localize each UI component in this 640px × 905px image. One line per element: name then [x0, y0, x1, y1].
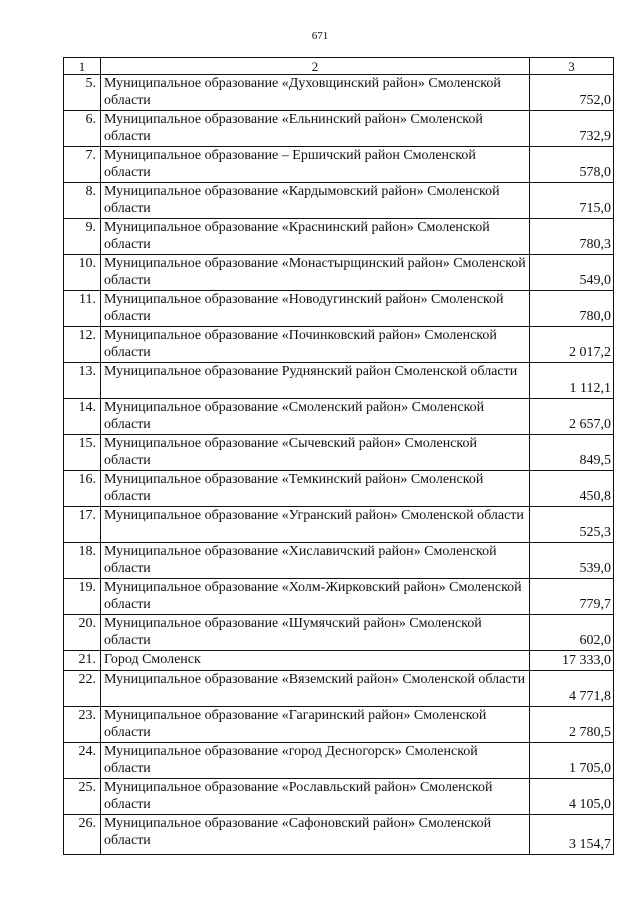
allocation-value: 578,0 [530, 147, 614, 183]
table-body [64, 75, 614, 855]
column-header-number: 1 [64, 58, 101, 75]
municipality-name: Муниципальное образование Руднянский район Смоленской области [101, 363, 530, 399]
allocation-value: 4 771,8 [530, 671, 614, 707]
allocation-value: 2 017,2 [530, 327, 614, 363]
municipality-name: Муниципальное образование «Смоленский район» Смоленской области [101, 399, 530, 435]
allocation-value: 1 705,0 [530, 743, 614, 779]
municipality-name: Муниципальное образование – Ершичский район Смоленской области [101, 147, 530, 183]
allocation-value: 1 112,1 [530, 363, 614, 399]
table-row [64, 815, 614, 855]
municipality-name: Муниципальное образование «Вяземский район» Смоленской области [101, 671, 530, 707]
allocation-value: 780,0 [530, 291, 614, 327]
table-row [64, 743, 614, 779]
municipality-name: Муниципальное образование «Монастырщинский район» Смоленской области [101, 255, 530, 291]
table-row [64, 671, 614, 707]
row-number: 23. [64, 707, 101, 743]
allocation-value: 525,3 [530, 507, 614, 543]
municipal-allocation-table [63, 57, 614, 855]
row-number: 24. [64, 743, 101, 779]
row-number: 6. [64, 111, 101, 147]
municipality-name: Муниципальное образование «Кардымовский район» Смоленской области [101, 183, 530, 219]
allocation-value: 2 657,0 [530, 399, 614, 435]
allocation-value: 715,0 [530, 183, 614, 219]
row-number: 8. [64, 183, 101, 219]
municipality-name: Муниципальное образование «Угранский район» Смоленской области [101, 507, 530, 543]
municipality-name: Муниципальное образование «Сычевский район» Смоленской области [101, 435, 530, 471]
municipality-name: Муниципальное образование «Ельнинский район» Смоленской области [101, 111, 530, 147]
municipality-name: Муниципальное образование «Холм-Жирковский район» Смоленской области [101, 579, 530, 615]
municipality-name: Муниципальное образование «Хиславичский район» Смоленской области [101, 543, 530, 579]
table-row [64, 363, 614, 399]
allocation-value: 539,0 [530, 543, 614, 579]
row-number: 18. [64, 543, 101, 579]
allocation-value: 4 105,0 [530, 779, 614, 815]
allocation-value: 3 154,7 [530, 815, 614, 855]
table-row [64, 471, 614, 507]
row-number: 26. [64, 815, 101, 855]
table-row [64, 615, 614, 651]
municipality-name: Муниципальное образование «Гагаринский район» Смоленской области [101, 707, 530, 743]
row-number: 22. [64, 671, 101, 707]
table-row [64, 183, 614, 219]
table-row [64, 435, 614, 471]
table-row [64, 507, 614, 543]
table-row [64, 291, 614, 327]
municipality-name: Город Смоленск [101, 651, 530, 671]
row-number: 25. [64, 779, 101, 815]
column-header-name: 2 [101, 58, 530, 75]
table-row [64, 579, 614, 615]
table-row [64, 543, 614, 579]
municipality-name: Муниципальное образование «Починковский район» Смоленской области [101, 327, 530, 363]
municipality-name: Муниципальное образование «город Десногорск» Смоленской области [101, 743, 530, 779]
municipality-name: Муниципальное образование «Краснинский район» Смоленской области [101, 219, 530, 255]
row-number: 7. [64, 147, 101, 183]
table-row [64, 111, 614, 147]
row-number: 19. [64, 579, 101, 615]
row-number: 10. [64, 255, 101, 291]
municipality-name: Муниципальное образование «Новодугинский район» Смоленской области [101, 291, 530, 327]
row-number: 17. [64, 507, 101, 543]
table-row [64, 707, 614, 743]
table-header-row [64, 58, 614, 75]
row-number: 14. [64, 399, 101, 435]
municipality-name: Муниципальное образование «Шумячский район» Смоленской области [101, 615, 530, 651]
allocation-value: 752,0 [530, 75, 614, 111]
row-number: 11. [64, 291, 101, 327]
row-number: 5. [64, 75, 101, 111]
allocation-value: 849,5 [530, 435, 614, 471]
page-number: 671 [311, 30, 329, 42]
allocation-value: 779,7 [530, 579, 614, 615]
row-number: 9. [64, 219, 101, 255]
allocation-value: 2 780,5 [530, 707, 614, 743]
table-row [64, 75, 614, 111]
allocation-value: 602,0 [530, 615, 614, 651]
row-number: 20. [64, 615, 101, 651]
allocation-value: 17 333,0 [530, 651, 614, 671]
municipality-name: Муниципальное образование «Сафоновский район» Смоленской области [101, 815, 530, 855]
table-row [64, 651, 614, 671]
table-row [64, 219, 614, 255]
municipality-name: Муниципальное образование «Духовщинский район» Смоленской области [101, 75, 530, 111]
row-number: 21. [64, 651, 101, 671]
table-row [64, 147, 614, 183]
column-header-value: 3 [530, 58, 614, 75]
allocation-value: 780,3 [530, 219, 614, 255]
allocation-value: 732,9 [530, 111, 614, 147]
municipality-name: Муниципальное образование «Рославльский район» Смоленской области [101, 779, 530, 815]
table-row [64, 399, 614, 435]
table-row [64, 779, 614, 815]
row-number: 15. [64, 435, 101, 471]
municipality-name: Муниципальное образование «Темкинский район» Смоленской области [101, 471, 530, 507]
allocation-value: 549,0 [530, 255, 614, 291]
row-number: 16. [64, 471, 101, 507]
row-number: 13. [64, 363, 101, 399]
allocation-value: 450,8 [530, 471, 614, 507]
table-row [64, 255, 614, 291]
table-row [64, 327, 614, 363]
row-number: 12. [64, 327, 101, 363]
